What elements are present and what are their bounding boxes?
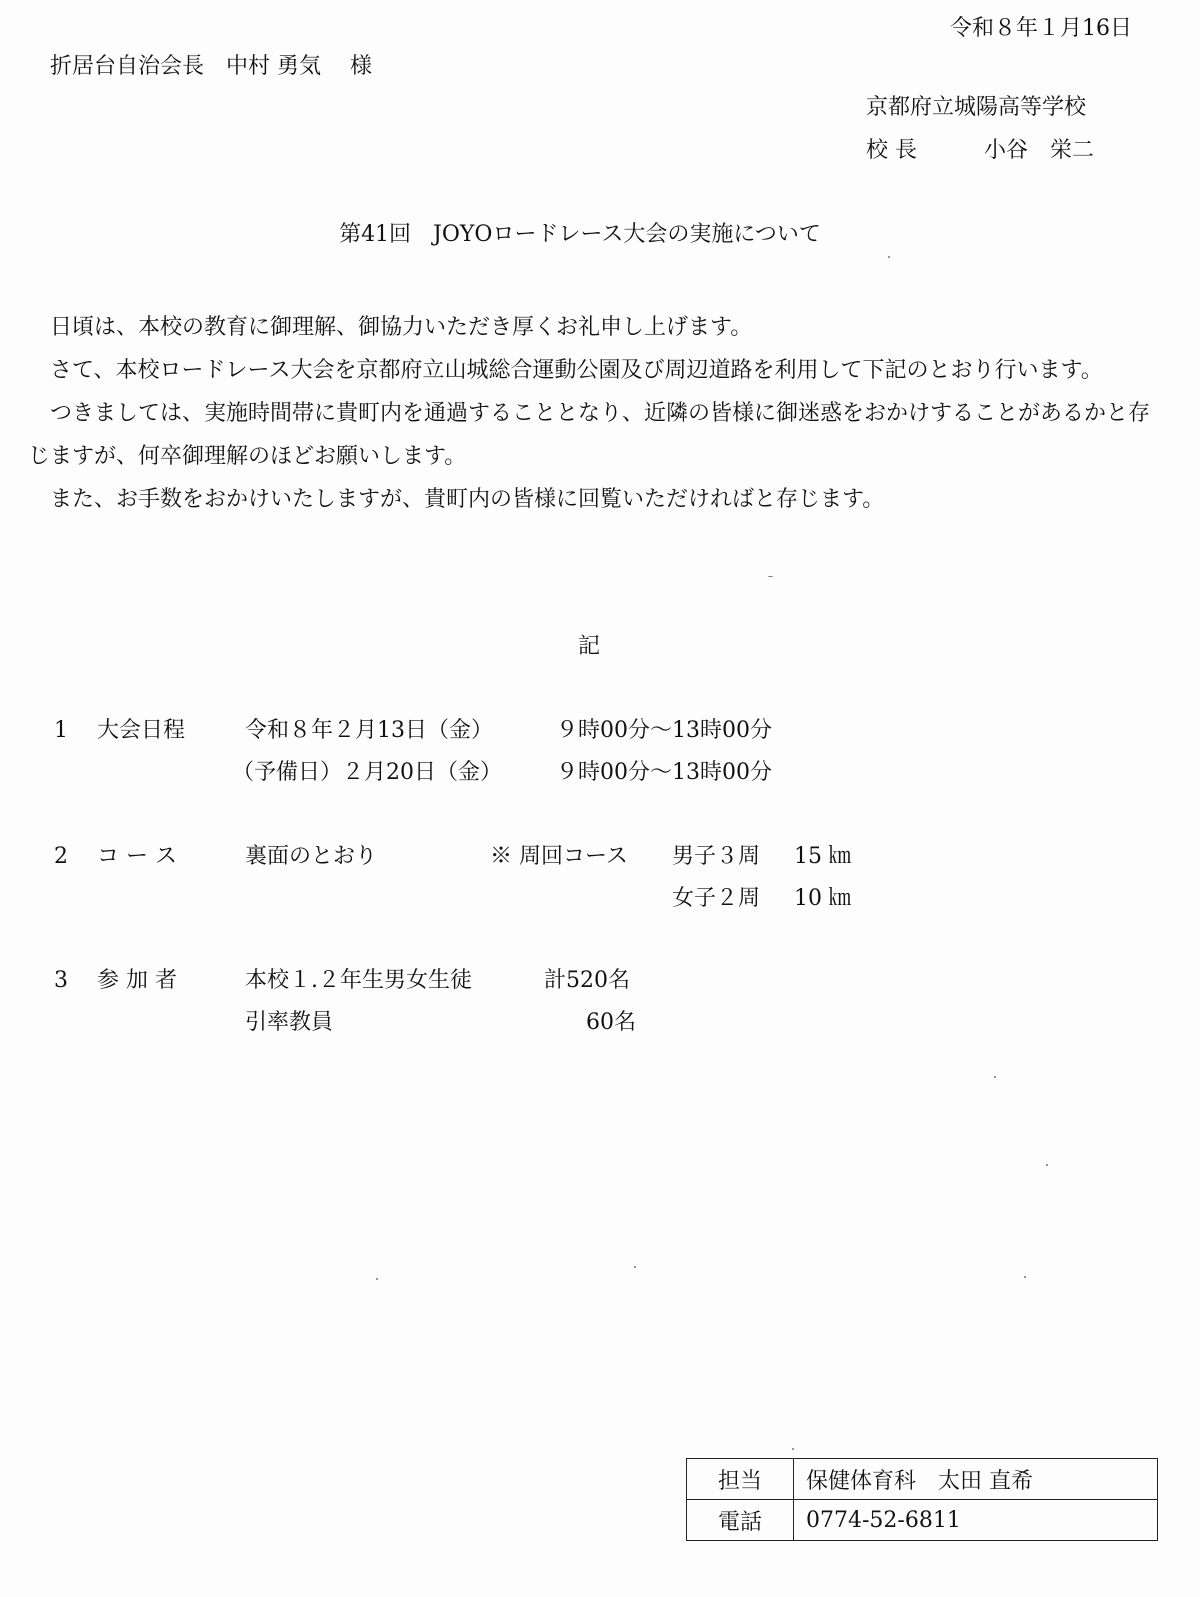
item-number: 2 <box>54 844 68 869</box>
addressee: 折居台自治会長 中村 勇気 様 <box>50 54 372 79</box>
scan-speck <box>768 576 773 577</box>
item-number: 3 <box>54 968 68 993</box>
body-paragraph: 日頃は、本校の教育に御理解、御協力いただき厚くお礼申し上げます。 <box>50 315 753 340</box>
schedule-time: ９時00分〜13時00分 <box>556 718 772 743</box>
course-note: ※ 周回コース <box>490 844 628 869</box>
scan-speck <box>634 1266 636 1268</box>
contact-person-label: 担当 <box>687 1459 794 1500</box>
course-value: 裏面のとおり <box>245 844 378 869</box>
letter-body <box>28 306 1168 521</box>
sender-name: 小谷 栄二 <box>984 138 1095 163</box>
ki-heading: 記 <box>577 634 600 659</box>
contact-row <box>687 1500 1158 1541</box>
body-paragraph: さて、本校ロードレース大会を京都府立山城総合運動公園及び周辺道路を利用して下記のとおり行います。 <box>50 358 1103 383</box>
schedule-label: 大会日程 <box>97 718 186 743</box>
boys-laps: 男子３周 <box>672 844 761 869</box>
scan-speck <box>376 1278 378 1280</box>
letter-date: 令和８年１月16日 <box>950 16 1132 41</box>
girls-laps: 女子２周 <box>672 886 761 911</box>
sender-role: 校 長 <box>866 138 917 163</box>
contact-phone-label: 電話 <box>687 1500 794 1541</box>
students-count: 計520名 <box>544 968 630 993</box>
girls-distance: 10 ㎞ <box>794 886 851 911</box>
contact-phone-value: 0774-52-6811 <box>794 1500 1158 1541</box>
body-paragraph: また、お手数をおかけいたしますが、貴町内の皆様に回覧いただければと存じます。 <box>50 487 885 512</box>
participants-teachers: 引率教員 <box>245 1010 334 1035</box>
contact-person-value: 保健体育科 太田 直希 <box>794 1459 1158 1500</box>
schedule-date: 令和８年２月13日（金） <box>245 718 493 743</box>
teachers-count: 60名 <box>586 1010 636 1035</box>
reserve-time: ９時00分〜13時00分 <box>556 760 772 785</box>
course-label: コ ー ス <box>97 844 177 869</box>
participants-students: 本校１.２年生男女生徒 <box>245 968 472 993</box>
sender-principal <box>866 140 1094 162</box>
scan-speck <box>994 1076 996 1078</box>
body-paragraph: つきましては、実施時間帯に貴町内を通過することとなり、近隣の皆様に御迷惑をおかけすることがあるかと存じますが、何卒御理解のほどお願いします。 <box>28 401 1151 469</box>
contact-row <box>687 1459 1158 1500</box>
item-number: 1 <box>54 718 68 743</box>
scan-speck <box>792 1448 794 1450</box>
sender-school: 京都府立城陽高等学校 <box>866 95 1087 120</box>
participants-label: 参 加 者 <box>97 968 177 993</box>
contact-box <box>686 1458 1158 1541</box>
scan-speck <box>1024 1276 1026 1278</box>
reserve-date: （予備日）２月20日（金） <box>232 760 502 785</box>
scan-speck <box>888 256 890 258</box>
boys-distance: 15 ㎞ <box>794 844 851 869</box>
document-title: 第41回 JOYOロードレース大会の実施について <box>339 222 821 247</box>
scan-speck <box>1046 1164 1048 1166</box>
